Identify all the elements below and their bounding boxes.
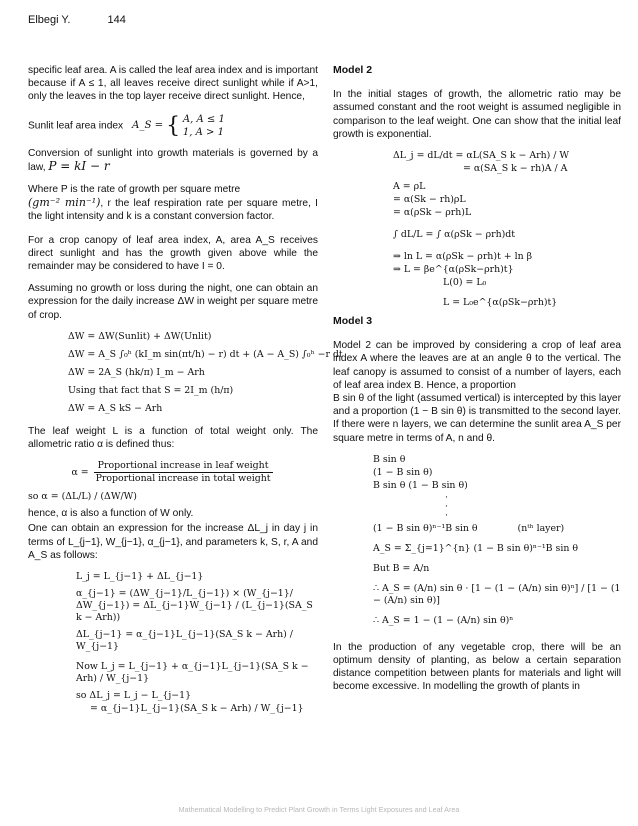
alpha-numerator: Proportional increase in leaf weight [94,460,273,473]
dot: · [445,491,448,503]
equation: L(0) = L₀ [443,277,487,289]
paragraph [28,183,318,224]
ellipsis-dots [373,493,621,520]
paragraph: For a crop canopy of leaf area index, A, area A_S receives direct sunlight and has the growth given above while the remainder may be considered to have I = 0. [28,234,318,273]
page-number: 144 [107,14,126,26]
equation: (1 − B sin θ) [373,466,433,478]
equation-block-model-2 [333,150,621,309]
page-header [28,14,160,26]
equation: = α_{j−1}L_{j−1}(SA_S k − Arh) / W_{j−1} [90,703,304,715]
equation: L_j = L_{j−1} + ΔL_{j−1} [76,571,204,583]
equation: ∴ A_S = 1 − (1 − (A/n) sin θ)ⁿ [373,614,514,626]
equation: ΔW = A_S ∫₀ʰ (kI_m sin(πt/h) − r) dt + (A − A_S) ∫₀ʰ −r dt [68,348,343,360]
equation: B sin θ [373,453,406,465]
case-1: A, A ≤ 1 [182,113,225,125]
equation: Using that fact that S = 2I_m (h/π) [68,384,234,396]
law-equation: P = kI − r [48,158,110,173]
paragraph: specific leaf area. A is called the leaf area index and is important because if A ≤ 1, all leaves receive direct sunlight while if A>1, only the leaves in the top layer receive direct sunlight. Hence, [28,65,318,103]
alpha-lhs: α = [71,467,89,479]
page-footer: Mathematical Modelling to Predict Plant Growth in Terms Light Exposures and Leaf Area [178,805,460,814]
where-text: Where P is the rate of growth per square metre [28,184,241,196]
equation: Now L_j = L_{j−1} + α_{j−1}L_{j−1}(SA_S k − Arh) / W_{j−1} [76,661,309,685]
equation: But B = A/n [373,562,430,574]
equation: ΔW = ΔW(Sunlit) + ΔW(Unlit) [68,330,212,342]
equation: ∴ A_S = (A/n) sin θ · [1 − (1 − (A/n) sin θ)ⁿ] / [1 − (1 − (A/n) sin θ)] [373,582,621,606]
equation: = α(ρSk − ρrh)L [393,207,472,219]
equation: α_{j−1} = (ΔW_{j−1}/L_{j−1}) × (W_{j−1}/ΔW_{j−1}) = ΔL_{j−1}W_{j−1} / (L_{j−1}(SA_S k − Arh)) [76,588,313,624]
equation: L = L₀e^{α(ρSk−ρrh)t} [443,297,558,309]
nth-layer-label: (nᵗʰ layer) [517,522,565,534]
equation: ΔW = A_S kS − Arh [68,402,163,414]
brace: { [166,113,181,138]
equation: B sin θ (1 − B sin θ) [373,479,468,491]
units: (gm⁻² min⁻¹) [28,196,101,210]
case-2: 1, A > 1 [182,126,224,138]
equation-block-w [28,330,343,415]
sunlit-symbol: A_S = [132,120,164,132]
equation: = α(SA_S k − rh)A / A [463,163,568,175]
left-column [28,64,343,716]
where-text-2: , r the leaf respiration rate per square metre, I the light intensity and k is a constant conversion factor. [28,198,318,223]
sunlit-definition [28,113,318,139]
equation: ∫ dL/L = ∫ α(ρSk − ρrh)dt [393,229,516,241]
paragraph: The leaf weight L is a function of total weight only. The allometric ratio α is defined thus: [28,425,318,451]
equation: ⇒ L = βe^{α(ρSk−ρrh)t} [393,264,514,276]
equation: ΔW = 2A_S (hk/π) I_m − Arh [68,366,205,378]
equation: so α = (ΔL/L) / (ΔW/W) [28,491,137,503]
author-name: Elbegi Y. [28,14,71,26]
equation: so ΔL_j = L_j − L_{j−1} [76,690,192,702]
nth-layer-term: (1 − B sin θ)ⁿ⁻¹B sin θ [373,522,478,534]
right-column [333,64,621,703]
equation-block-l [28,571,318,715]
dot: · [445,500,448,512]
paragraph: In the production of any vegetable crop, there will be an optimum density of planting, as below a certain separation distance competition between plants for materials and light will become excessive. In modelling the growth of plants in [333,641,621,693]
alpha-fraction [94,460,273,485]
section-heading-model-3: Model 3 [333,315,373,328]
paragraph: Assuming no growth or loss during the night, one can obtain an expression for the daily increase ΔW in weight per square metre of crop. [28,283,318,321]
equation: ⇒ ln L = α(ρSk − ρrh)t + ln β [393,251,533,263]
law-text: Conversion of sunlight into growth materials is governed by a law, [28,147,318,173]
equation: ΔL_j = dL/dt = αL(SA_S k − Arh) / W [393,150,570,162]
section-heading-model-2: Model 2 [333,64,373,76]
paragraph: Model 2 can be improved by considering a crop of leaf area index A where the leaves are at an angle θ to the vertical. The leaf canopy is assumed to consist of a number of layers, each of leaf area index B. Hence, a proportion [333,340,621,391]
equation: A = ρL [393,181,426,193]
equation-block-model-3 [333,454,621,627]
sunlit-label: Sunlit leaf area index [28,120,124,132]
paragraph: B sin θ of the light (assumed vertical) is intercepted by this layer and a proportion (1 − B sin θ) is transmitted to the second layer. If there were n layers, we can determine the sunlit area A_S per square metre in terms of A, n and θ. [333,393,621,444]
equation: ΔL_{j−1} = α_{j−1}L_{j−1}(SA_S k − Arh) / W_{j−1} [76,629,293,653]
equation [373,523,621,535]
paragraph: hence, α is also a function of W only. [28,508,194,520]
alpha-definition [28,460,318,485]
paragraph [28,147,318,174]
equation: A_S = Σ_{j=1}^{n} (1 − B sin θ)ⁿ⁻¹B sin θ [373,542,579,554]
cases [183,113,225,139]
dot: · [445,509,448,521]
paragraph: One can obtain an expression for the increase ΔL_j in day j in terms of L_{j−1}, W_{j−1}, α_{j−1}, and parameters k, S, r, A and A_S as follows: [28,523,318,561]
equation: = α(Sk − rh)ρL [393,194,466,206]
alpha-denominator: Proportional increase in total weight [95,473,271,485]
paragraph: In the initial stages of growth, the allometric ratio may be assumed constant and the root weight is assumed negligible in comparison to the leaf weight. One can show that the initial leaf growth is exponential. [333,89,621,140]
